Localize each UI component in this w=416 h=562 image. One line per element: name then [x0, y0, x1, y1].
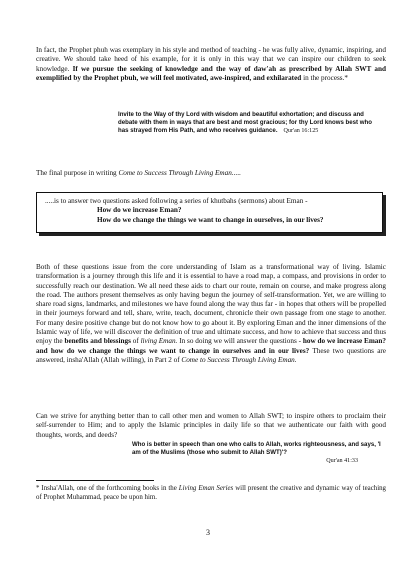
question-one: How do we increase Eman? [97, 206, 182, 215]
footnote-text: * Insha'Allah, one of the forthcoming books in the [36, 485, 179, 492]
quran-quote-16-125 [118, 111, 380, 135]
closing-paragraph [36, 412, 386, 440]
footnote-text-end: will present the creative and dynamic way of teaching of Prophet Muhammad, peace be upon him. [36, 485, 387, 501]
footnote-series-title: Living Eman Series [178, 485, 234, 492]
box-intro: .....is to answer two questions asked following a series of khutbahs (sermons) about Eman - [45, 197, 308, 205]
quote-text: Invite to the Way of thy Lord with wisdom and beautiful exhortation; and discuss and debate with them in ways that are best and most gracious; for thy Lord knows best who has strayed from His Path, and who receives guidance. [118, 111, 372, 135]
main-paragraph [36, 263, 386, 365]
quote-reference: Qur'an 16:125 [283, 128, 319, 135]
closing-text: Can we strive for anything better than to call other men and women to Allah SWT; to inspire others to proclaim their self-surrender to Him; and to apply the Islamic principles in daily life so that we authenticate our faith with good thoughts, words, and deeds? [36, 412, 386, 439]
purpose-prefix: The final purpose in writing [36, 169, 119, 177]
main-bold-1: benefits and blessings [64, 337, 131, 346]
main-mid-2: In so doing we will answer the questions - [177, 337, 303, 346]
main-tail: These two questions are answered, insha'Allah (Allah willing), in Part 2 of [36, 346, 386, 364]
purpose-line [36, 169, 386, 178]
page-number: 3 [206, 528, 210, 537]
book-title: Come to Success Through Living Eman [118, 169, 232, 177]
intro-text-end: in the process.* [301, 73, 348, 82]
main-text: Both of these questions issue from the core understanding of Islam as a transformational way of living. Islamic transformation is a journey through this life and it is essential to have a road map, a compass, and provisions in order to successfully reach our destination. We all need these aids to chart our route, remain on course, and make progress along the road. The authors present themselves as only having begun the journey of self-transformation. Yet, we are willing to share road signs, landmarks, and milestones we have found along the way thus far - in hopes that others will be propelled in their journeys forward and tell, share, write, teach, document, chronicle their own passage from one stage to another. For many desire positive change but do not know how to go about it. By exploring Eman and the inner dimensions of the Islamic way of life, we will discover the definition of true and ultimate success, and how to achieve that success and thus enjoy the [36, 263, 386, 346]
intro-bold-text: If we pursue the seeking of knowledge and the way of daw'ah as prescribed by Allah SWT and exemplified by the Prophet pbuh, we will feel motivated, awe-inspired, and exhilarated [36, 64, 386, 82]
quote2-text: Who is better in speech than one who calls to Allah, works righteousness, and says, 'I am of the Muslims (those who submit to Allah SWT)'? [132, 441, 381, 457]
quran-quote-41-33 [132, 441, 382, 465]
intro-paragraph [36, 46, 386, 83]
purpose-suffix: ..... [231, 169, 241, 177]
footnote [36, 484, 386, 502]
footnote-divider [36, 480, 154, 481]
main-italic-2: Come to Success Through Living Eman. [181, 355, 297, 364]
questions-box [36, 192, 383, 233]
question-two: How do we change the things we want to change in ourselves, in our lives? [97, 215, 324, 224]
main-mid-1: of [130, 337, 141, 346]
quote2-reference: Qur'an 41:33 [326, 458, 358, 465]
main-italic-1: living Eman. [140, 337, 178, 346]
intro-text: In fact, the Prophet phuh was exemplary in his style and method of teaching - he was fully alive, dynamic, inspiring, and creative. We should take heed of his example, for it is only in this way that we can inspire our children to seek knowledge. [36, 46, 386, 73]
main-bold-2: how do we increase Eman? and how do we change the things we want to change in ourselves and in our lives? [36, 337, 386, 355]
